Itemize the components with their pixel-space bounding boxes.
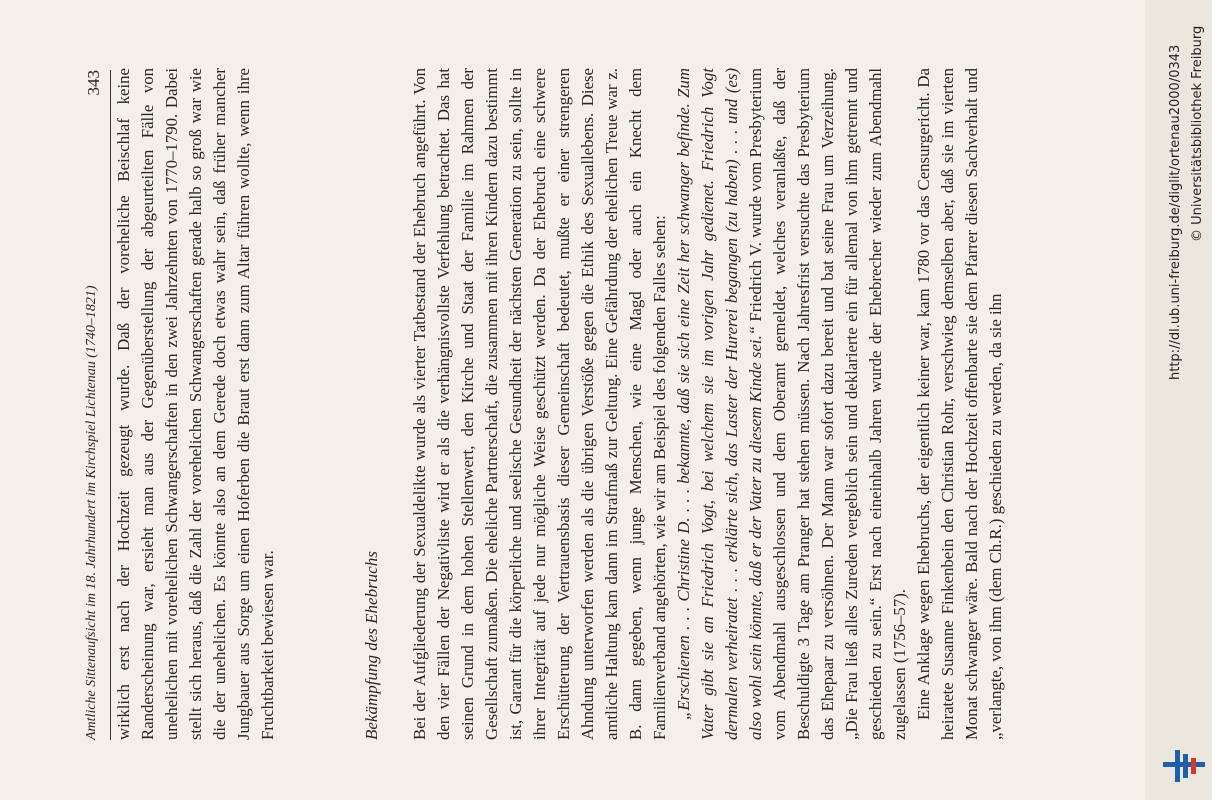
page-number: 343 [84, 70, 103, 96]
paragraph: Eine Anklage wegen Ehebruchs, der eigentlich keiner war, kam 1780 vor das Censurgericht. Da heiratete Susanne Finkenbein den Christian Rohr, verschwieg demselben aber, daß sie im vierten Monat schwanger wäre. Bald nach der Hochzeit offenbarte sie dem Pfarrer diesen Sachverhalt und „verlangte, von ihm (dem Ch.R.) geschieden zu werden, da sie ihn [914, 68, 1005, 740]
copyright-notice: © Universitätsbibliothek Freiburg [1190, 25, 1205, 242]
paragraph: wirklich erst nach der Hochzeit gezeugt wurde. Daß der voreheliche Beischlaf keine Randerscheinung war, ersieht man aus der Gegenüberstellung der abgeurteilten Fälle von unehelichen mit vorehelichen Schwangerschaften in den zwei Jahrzehnten von 1770–1790. Dabei stellt sich heraus, daß die Zahl der vorehelichen Schwangerschaften gerade halb so groß war wie die der unehelichen. Es könnte also an dem Gerede doch etwas wahr sein, daß früher mancher Jungbauer aus Sorge um einen Hoferben die Braut erst dann zum Altar führen wollte, wenn ihre Fruchtbarkeit bewiesen war. [114, 68, 277, 740]
paragraph: Bei der Aufgliederung der Sexualdelikte wurde als vierter Tatbestand der Ehebruch angeführt. Von den vier Fällen der Negativliste wird er als die verhängnisvollste Verfehlung betrachtet. Das hat seinen Grund in dem hohen Stellenwert, den Kirche und Staat der Familie im Rahmen der Gesellschaft zumaßen. Die eheliche Partnerschaft, die zusammen mit ihren Kindern dazu bestimmt ist, Garant für die körperliche und seelische Gesundheit der nächsten Generation zu sein, sollte in ihrer Integrität auf jede nur mögliche Weise geschützt werden. Da der Ehebruch eine schwere Erschütterung der Vertrauensbasis dieser Gemeinschaft bedeutet, mußte er einer strengeren Ahndung unterworfen werden als die übrigen Verstöße gegen die Ethik des Sexuallebens. Diese amtliche Haltung kam dann im Strafmaß zur Geltung. Eine Gefährdung der ehelichen Treue war z. B. dann gegeben, wenn junge Menschen, wie eine Magd oder auch ein Knecht dem Familienverband angehörten, wie wir am Beispiel des folgenden Falles sehen: [410, 68, 669, 740]
source-url[interactable]: http://dl.ub.uni-freiburg.de/diglit/ortenau2000/0343 [1168, 44, 1183, 380]
section-heading: Bekämpfung des Ehebruchs [362, 551, 381, 740]
ub-freiburg-logo-icon [1163, 748, 1205, 784]
paragraph-continuation: Friedrich V. wurde vom Presbyterium vom Abendmahl ausgeschlossen und dem Oberamt gemeldet, welches veranlaßte, daß der Beschuldigte 3 Tage am Pranger hat stehen müssen. Nach Jahresfrist versuchte das Presbyterium das Ehepaar zu versöhnen. Der Mann war sofort dazu bereit und bat seine Frau um Verzeihung. „Die Frau ließ alles Zureden vergeblich sein und deklarierte ein für allemal von ihm getrennt und geschieden zu sein.“ Erst nach eineinhalb Jahren wurde der Ehebrecher wieder zum Abendmahl zugelassen (1756–57). [746, 67, 909, 740]
body-text [112, 68, 1008, 740]
page-header [70, 70, 111, 740]
quote-text: „Erschienen . . . Christine D. . . . bekannte, daß sie sich eine Zeit her schwanger befinde. Zum Vater gibt sie an Friedrich Vogt, bei welchem sie im vorigen Jahr gedienet. Friedrich Vogt dermalen verheiratet . . . erklärte sich, das Laster der Hurerei begangen (zu haben) . . . und (es) also wohl sein könnte, daß er der Vater zu diesem Kinde sei.“ [674, 68, 765, 740]
rotated-page-content [70, 40, 1070, 760]
running-head: Amtliche Sittenaufsicht im 18. Jahrhundert im Kirchspiel Lichtenau (1740–1821) [84, 285, 99, 740]
paragraph-quote [672, 68, 912, 740]
